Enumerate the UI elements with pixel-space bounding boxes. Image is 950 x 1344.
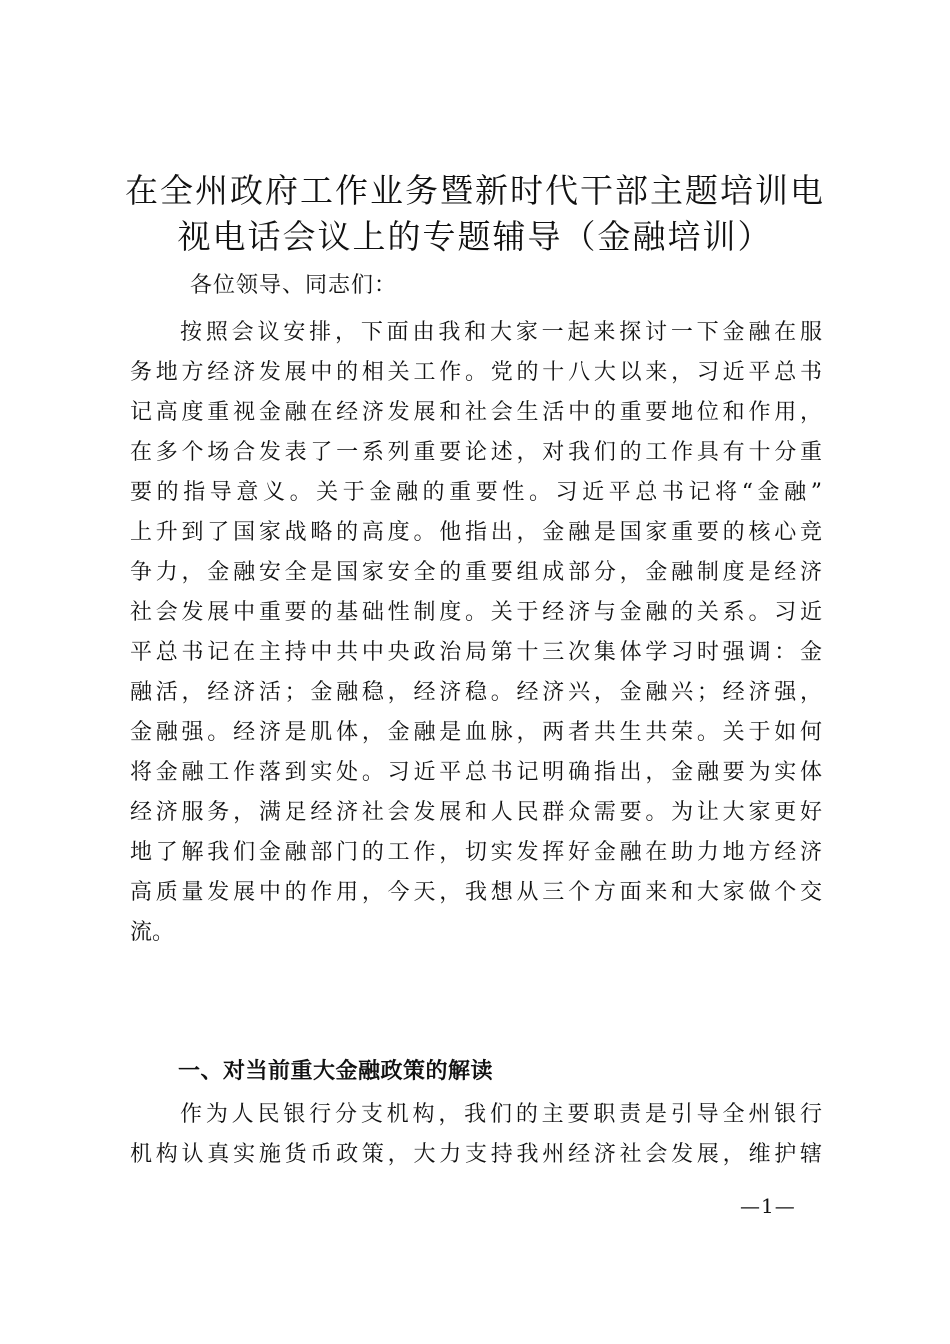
paragraph-line: 务地方经济发展中的相关工作。党的十八大以来，习近平总书 [130,360,822,385]
paragraph-line: 地了解我们金融部门的工作，切实发挥好金融在助力地方经济 [130,840,822,865]
paragraph-line: 记高度重视金融在经济发展和社会生活中的重要地位和作用， [130,400,822,425]
paragraph-line: 按照会议安排，下面由我和大家一起来探讨一下金融在服 [180,320,822,345]
paragraph-line: 将金融工作落到实处。习近平总书记明确指出，金融要为实体 [130,760,822,785]
paragraph-line: 作为人民银行分支机构，我们的主要职责是引导全州银行 [180,1102,822,1127]
paragraph-line: 平总书记在主持中共中央政治局第十三次集体学习时强调：金 [130,640,822,665]
paragraph-line: 上升到了国家战略的高度。他指出，金融是国家重要的核心竞 [130,520,822,545]
title-line-2: 视电话会议上的专题辅导（金融培训） [177,217,773,256]
salutation: 各位领导、同志们： [190,273,398,298]
section-heading: 一、对当前重大金融政策的解读 [178,1059,494,1084]
document-title [110,168,840,260]
paragraph-1 [130,313,822,953]
paragraph-line: 流。 [130,920,175,945]
paragraph-line: 社会发展中重要的基础性制度。关于经济与金融的关系。习近 [130,600,822,625]
paragraph-line: 融活，经济活；金融稳，经济稳。经济兴，金融兴；经济强， [130,680,822,705]
paragraph-line: 争力，金融安全是国家安全的重要组成部分，金融制度是经济 [130,560,822,585]
page-number: —1— [740,1194,796,1218]
paragraph-line: 高质量发展中的作用，今天，我想从三个方面来和大家做个交 [130,880,822,905]
paragraph-line: 金融强。经济是肌体，金融是血脉，两者共生共荣。关于如何 [130,720,822,745]
title-line-1: 在全州政府工作业务暨新时代干部主题培训电 [125,171,825,210]
paragraph-line: 机构认真实施货币政策，大力支持我州经济社会发展，维护辖 [130,1142,822,1167]
paragraph-line: 经济服务，满足经济社会发展和人民群众需要。为让大家更好 [130,800,822,825]
paragraph-line: 在多个场合发表了一系列重要论述，对我们的工作具有十分重 [130,440,822,465]
paragraph-2 [130,1095,822,1175]
paragraph-line: 要的指导意义。关于金融的重要性。习近平总书记将“金融” [130,480,822,505]
